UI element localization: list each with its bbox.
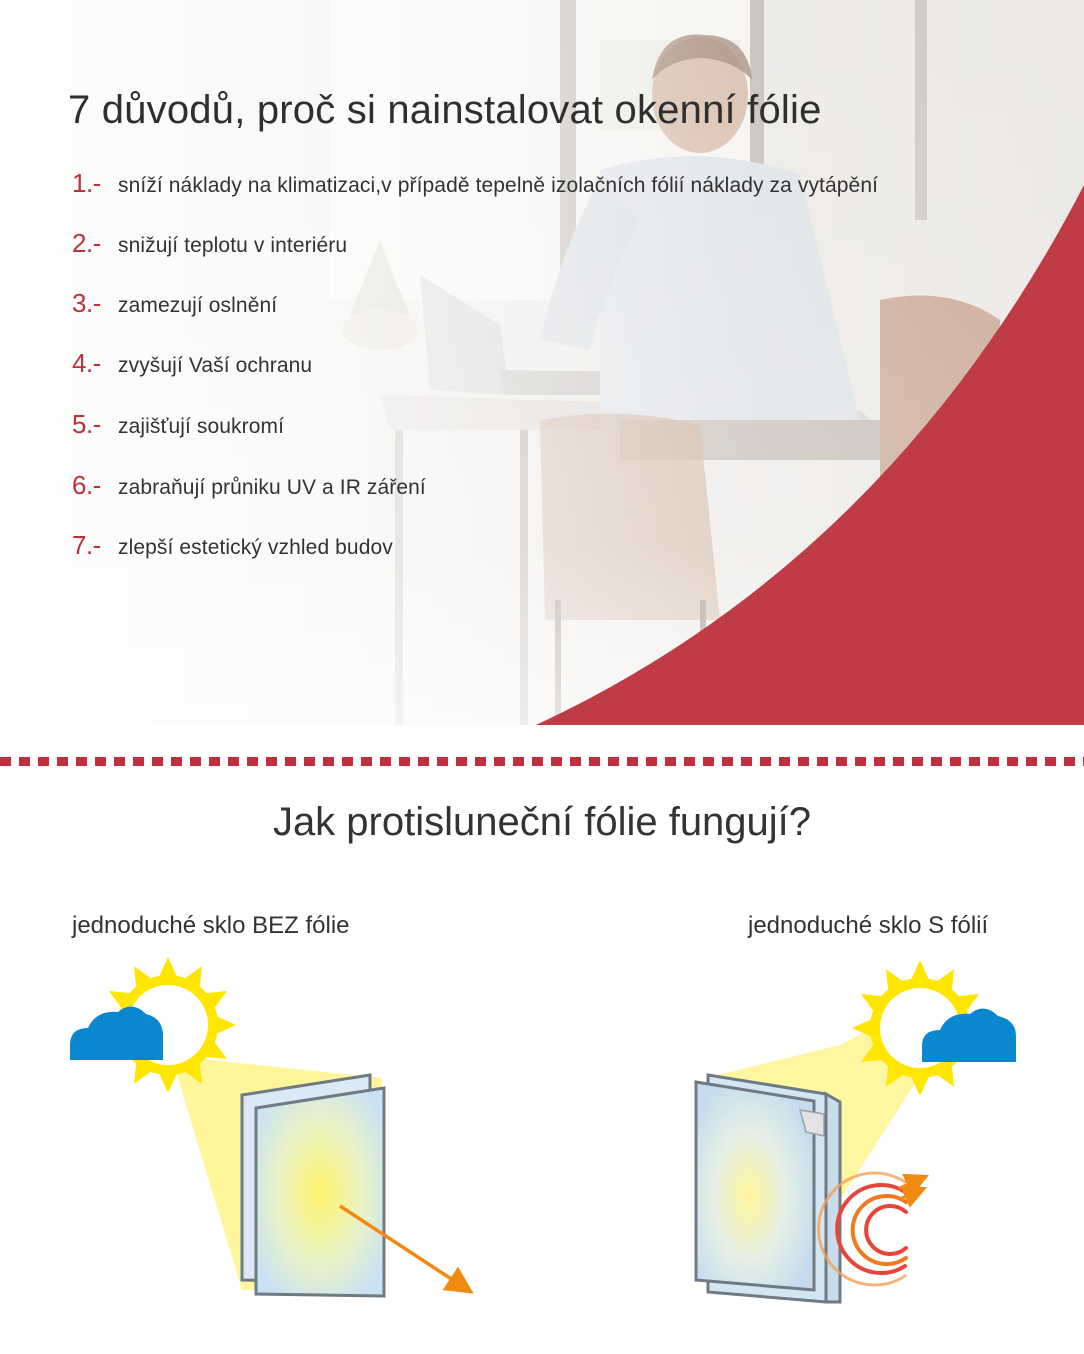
reason-text: snižují teplotu v interiéru xyxy=(118,234,348,257)
film-illustration xyxy=(0,940,1084,1340)
reason-text: sníží náklady na klimatizaci,v případě tepelně izolačních fólií náklady za vytápění xyxy=(118,174,879,197)
reason-number: 3.- xyxy=(72,288,101,318)
glass-pane-icon xyxy=(696,1075,840,1302)
panel-without-film xyxy=(70,957,462,1296)
panel-with-film xyxy=(696,960,1016,1302)
reason-text: zlepší estetický vzhled budov xyxy=(118,536,393,559)
reason-number: 2.- xyxy=(72,228,101,258)
glass-pane-icon xyxy=(242,1075,384,1296)
dashed-divider xyxy=(0,757,1084,766)
reason-number: 4.- xyxy=(72,348,101,378)
reason-text: zvyšují Vaší ochranu xyxy=(118,354,313,377)
panel-label-with-film: jednoduché sklo S fólií xyxy=(748,912,989,939)
panel-label-without-film: jednoduché sklo BEZ fólie xyxy=(72,912,350,939)
reason-text: zajišťují soukromí xyxy=(118,415,285,438)
reason-number: 1.- xyxy=(72,168,101,198)
reason-number: 6.- xyxy=(72,470,101,500)
reason-number: 5.- xyxy=(72,409,101,439)
reason-text: zamezují oslnění xyxy=(118,294,278,317)
section-title: Jak protisluneční fólie fungují? xyxy=(272,800,812,844)
hero-title: 7 důvodů, proč si nainstalovat okenní fólie xyxy=(68,88,822,132)
reason-text: zabraňují průniku UV a IR záření xyxy=(118,476,426,499)
reason-number: 7.- xyxy=(72,530,101,560)
